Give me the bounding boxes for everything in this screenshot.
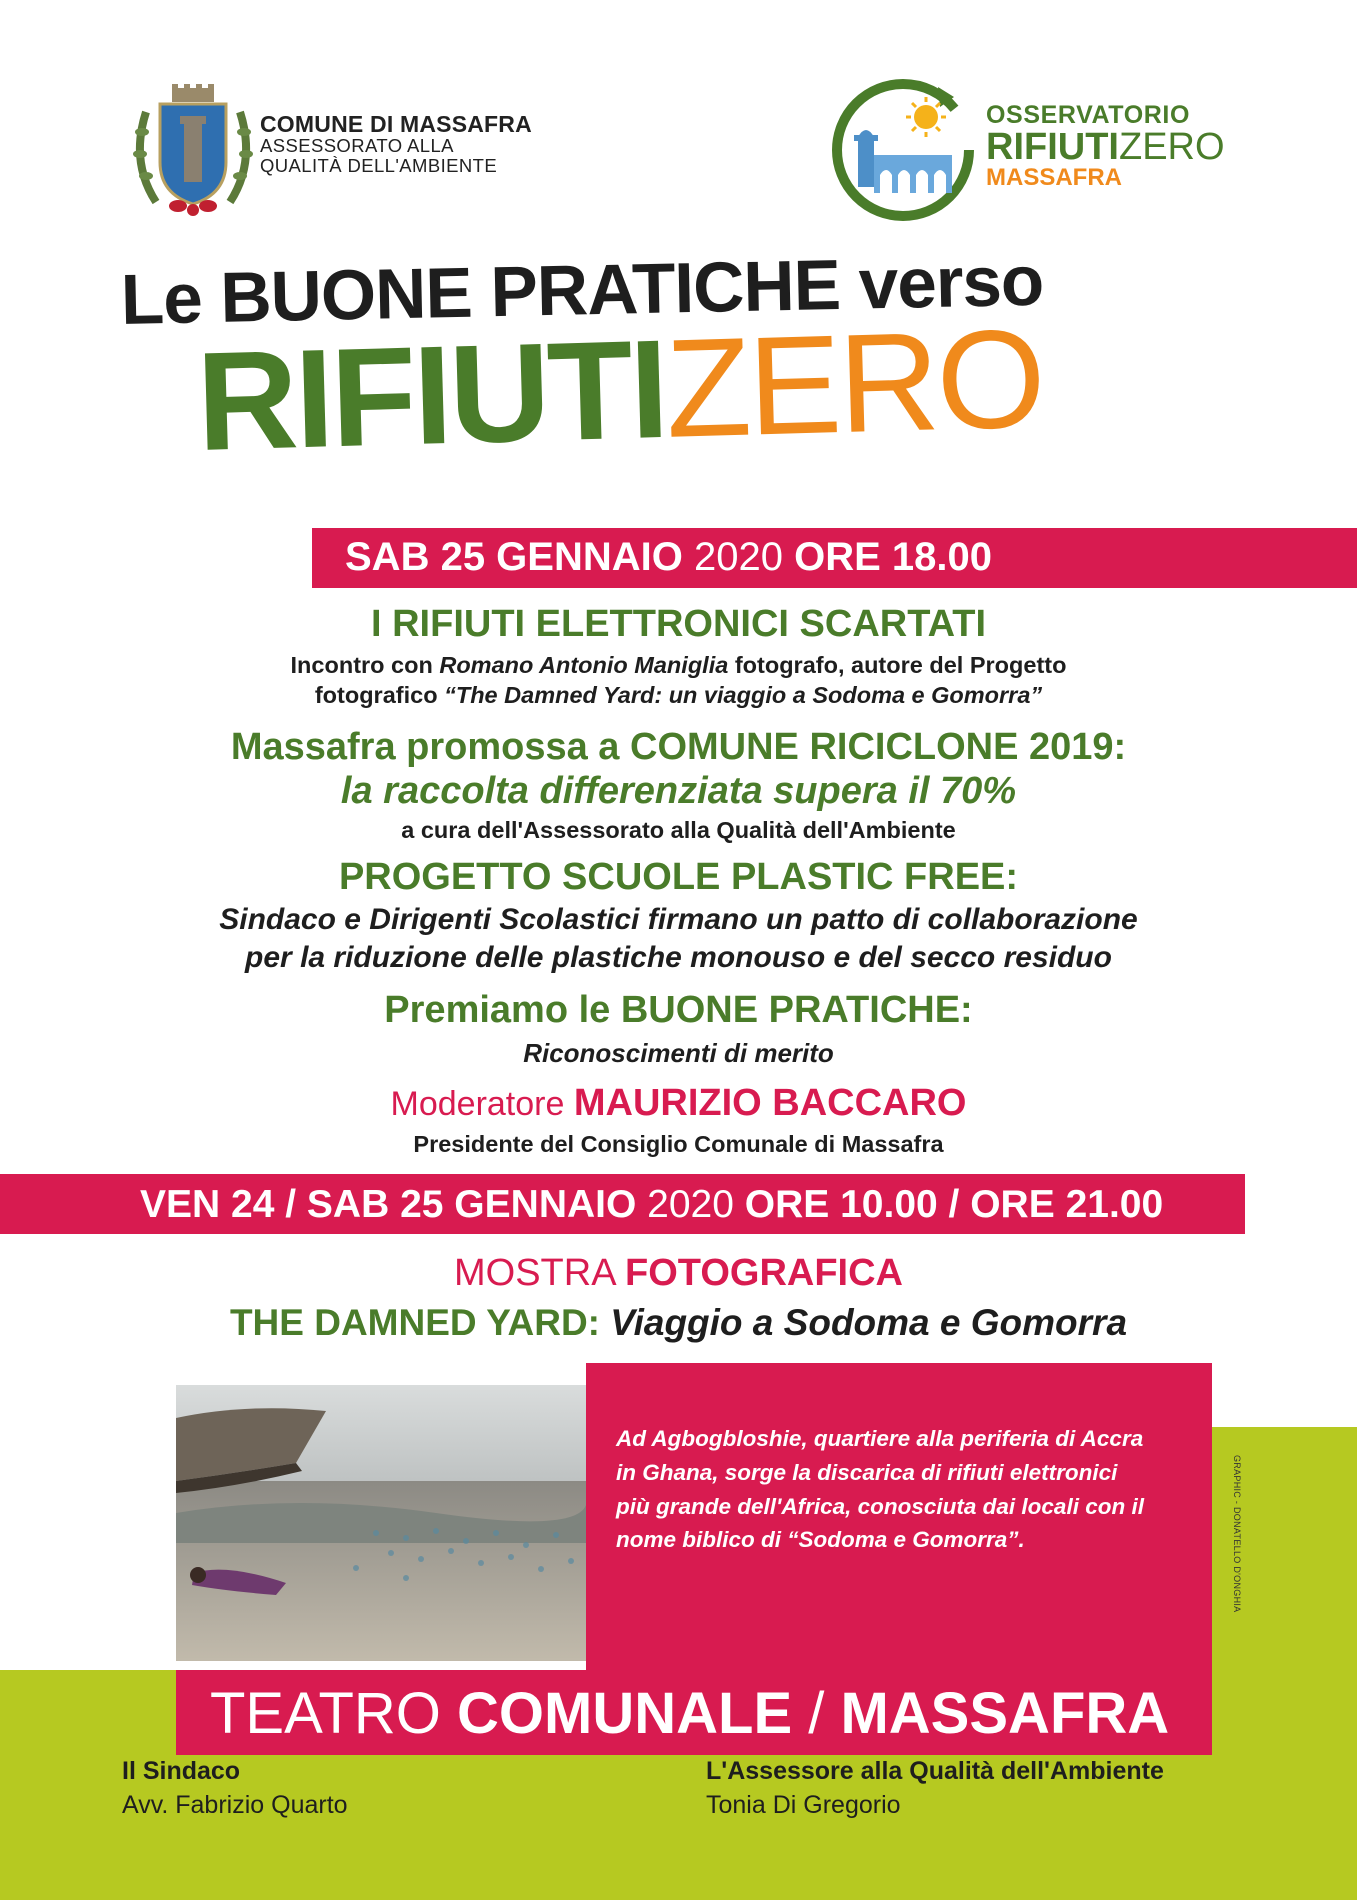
comune-name: COMUNE DI MASSAFRA [260,111,532,137]
comune-sub1: ASSESSORATO ALLA [260,135,454,157]
exhibit-line2 [0,1302,1357,1344]
observatory-rifiuti: RIFIUTI [986,126,1119,168]
band1-date: SAB 25 GENNAIO [345,535,694,579]
title-line1: Le BUONE PRATICHE verso [120,241,1045,340]
moderator-label: Moderatore [390,1085,574,1123]
quote-line4: nome biblico di “Sodoma e Gomorra”. [616,1527,1025,1553]
exhibit-journey: Viaggio a Sodoma e Gomorra [610,1302,1128,1343]
title-line2 [194,299,1045,480]
quote-line3: più grande dell'Africa, conosciuta dai locali con il [616,1493,1144,1519]
quote-line2: in Ghana, sorge la discarica di rifiuti elettronici [616,1459,1118,1485]
observatory-text [986,103,1225,190]
signature-left-title: Il Sindaco [122,1757,241,1785]
observatory-logo-icon [828,75,978,225]
title-rifiuti: RIFIUTI [194,309,668,480]
exhibit-fotografica: FOTOGRAFICA [625,1252,903,1294]
band2-year: 2020 [647,1183,745,1226]
signature-right-title: L'Assessore alla Qualità dell'Ambiente [706,1757,1164,1785]
graphic-credit-text: GRAPHIC - DONATELLO D'ONGHIA [1232,1455,1242,1613]
band2-time: ORE 10.00 / ORE 21.00 [744,1183,1164,1226]
comune-sub2: QUALITÀ DELL'AMBIENTE [260,154,498,176]
section4-sub: Riconoscimenti di merito [523,1038,834,1068]
exhibit-yard: THE DAMNED YARD: [229,1302,611,1343]
section1-line1-a: Incontro con [290,652,440,678]
quote-line1: Ad Agbogbloshie, quartiere alla periferia di Accra [616,1426,1144,1451]
section3-line1: Sindaco e Dirigenti Scolastici firmano un patto di collaborazione [219,903,1138,936]
venue-sep: / [792,1681,841,1746]
observatory-line1: OSSERVATORIO [986,101,1191,129]
date-band-2-text [140,1183,1163,1227]
section3-line2: per la riduzione delle plastiche monouso e del secco residuo [245,941,1112,974]
section1-line2-a: fotografico [314,682,445,708]
section2-title: Massafra promossa a COMUNE RICICLONE 2019: [230,726,1127,768]
exhibit-quote [616,1422,1196,1557]
signature-right-name: Tonia Di Gregorio [706,1791,901,1819]
signature-left-name: Avv. Fabrizio Quarto [122,1791,348,1819]
venue-massafra: MASSAFRA [840,1681,1170,1746]
section1-line2-b: “The Damned Yard: un viaggio a Sodoma e Gomorra” [444,682,1043,708]
band2-date: VEN 24 / SAB 25 GENNAIO [140,1183,648,1226]
band1-time: ORE 18.00 [794,535,992,579]
date-band-1-text [345,535,992,580]
observatory-zero: ZERO [1118,126,1225,168]
moderator-role: Presidente del Consiglio Comunale di Massafra [413,1131,944,1157]
section3-title: PROGETTO SCUOLE PLASTIC FREE: [338,856,1019,898]
section1-line2 [0,682,1357,709]
band1-year: 2020 [693,535,795,579]
section2-sub: la raccolta differenziata supera il 70% [340,770,1017,812]
section1-line1-b: Romano Antonio Maniglia [439,652,729,678]
section1-line1-c: fotografo, autore del Progetto [728,652,1067,678]
observatory-line3: MASSAFRA [986,164,1122,191]
section2-note: a cura dell'Assessorato alla Qualità dell'Ambiente [401,817,956,843]
exhibit-photo [176,1363,586,1683]
section4-title: Premiamo le BUONE PRATICHE: [384,989,973,1031]
exhibit-line1 [0,1252,1357,1295]
venue-comunale: COMUNALE [457,1681,793,1746]
exhibit-mostra: MOSTRA [454,1252,626,1294]
observatory-line2 [986,128,1225,166]
section1-title: I RIFIUTI ELETTRONICI SCARTATI [371,603,986,645]
venue-text [210,1680,1169,1747]
title-zero: ZERO [663,299,1045,467]
city-crest-icon [128,82,258,222]
venue-teatro: TEATRO [210,1681,458,1746]
section1-line1 [0,652,1357,679]
moderator-line [0,1082,1357,1125]
graphic-credit [1227,1450,1241,1700]
moderator-name: MAURIZIO BACCARO [573,1082,967,1124]
comune-block [260,112,532,175]
